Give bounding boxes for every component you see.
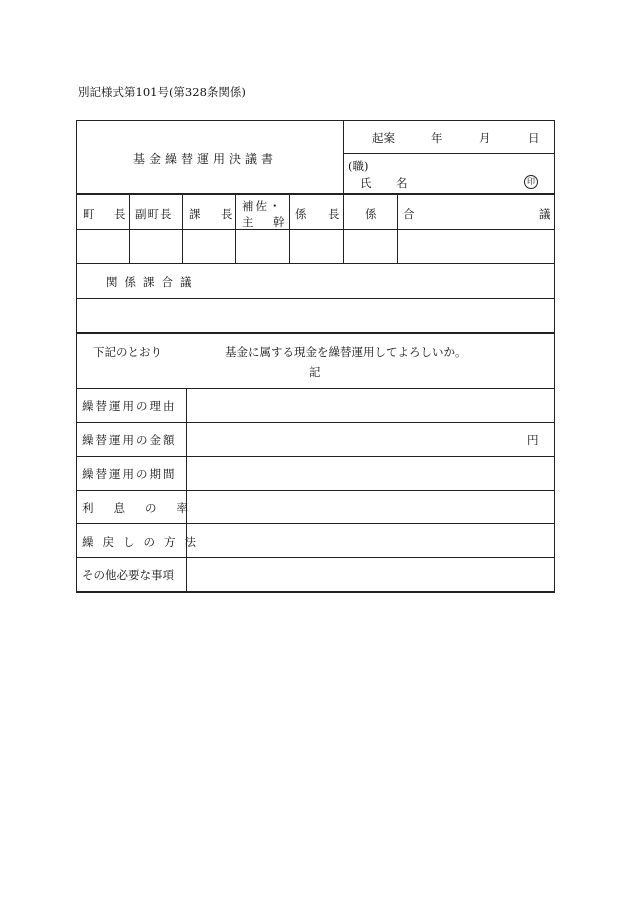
related-mid-line bbox=[76, 298, 555, 299]
approval-col-divider bbox=[182, 194, 183, 264]
approval-consultation-1: 合 bbox=[403, 207, 415, 221]
approval-col-divider bbox=[343, 194, 344, 264]
approval-assistant: 補佐・ bbox=[242, 199, 283, 213]
approval-consultation-2: 議 bbox=[539, 207, 551, 221]
border-top bbox=[76, 120, 555, 121]
year-label: 年 bbox=[431, 131, 443, 145]
month-label: 月 bbox=[479, 131, 491, 145]
header-divider bbox=[343, 120, 344, 194]
row-label-amount: 繰替運用の金額 bbox=[82, 433, 177, 447]
approval-col-divider bbox=[235, 194, 236, 264]
notice-lead: 下記のとおり bbox=[93, 345, 162, 359]
detail-row-line bbox=[76, 456, 555, 457]
related-sections-label: 関係課合議 bbox=[106, 275, 199, 289]
detail-row-line bbox=[76, 523, 555, 524]
form-title: 基金繰替運用決議書 bbox=[133, 152, 278, 166]
post-label: (職) bbox=[348, 159, 369, 173]
row-label-interest-rate: 利息の率 bbox=[82, 501, 208, 515]
approval-section-chief-2: 長 bbox=[221, 207, 233, 221]
notice-ki: 記 bbox=[309, 365, 321, 379]
approval-col-divider bbox=[289, 194, 290, 264]
approval-unit-chief-1: 係 bbox=[295, 207, 307, 221]
day-label: 日 bbox=[528, 131, 540, 145]
detail-row-line bbox=[76, 557, 555, 558]
notice-text: 基金に属する現金を繰替運用してよろしいか。 bbox=[225, 345, 467, 359]
approval-unit-chief-2: 長 bbox=[328, 207, 340, 221]
approval-col-divider bbox=[129, 194, 130, 264]
approval-mid-line bbox=[76, 229, 555, 230]
approval-section-chief-1: 課 bbox=[189, 207, 201, 221]
approval-top-line bbox=[76, 193, 555, 195]
notice-bottom-line bbox=[76, 388, 555, 389]
related-bottom-line bbox=[76, 332, 555, 334]
approval-chief-1: 主 bbox=[242, 215, 254, 229]
draft-divider bbox=[343, 153, 555, 154]
approval-bottom-line bbox=[76, 263, 555, 264]
row-label-repayment: 繰戻しの方法 bbox=[82, 535, 205, 549]
row-label-other: その他必要な事項 bbox=[82, 568, 174, 582]
approval-mayor-2: 長 bbox=[114, 207, 126, 221]
detail-row-line bbox=[76, 490, 555, 491]
detail-row-line bbox=[76, 422, 555, 423]
approval-mayor-1: 町 bbox=[83, 207, 95, 221]
approval-chief-2: 幹 bbox=[273, 215, 285, 229]
approval-staff: 係 bbox=[365, 207, 377, 221]
form-number-label: 別記様式第101号(第328条関係) bbox=[78, 85, 246, 99]
name-label-2: 名 bbox=[396, 176, 408, 190]
border-bottom bbox=[76, 591, 555, 593]
name-label-1: 氏 bbox=[360, 176, 372, 190]
decision-form bbox=[76, 120, 555, 593]
approval-deputy-mayor: 副町長 bbox=[135, 207, 173, 221]
row-label-reason: 繰替運用の理由 bbox=[82, 399, 177, 413]
row-value-amount-unit: 円 bbox=[527, 433, 539, 447]
seal-icon: 印 bbox=[524, 175, 538, 189]
draft-label: 起案 bbox=[372, 131, 395, 145]
row-label-period: 繰替運用の期間 bbox=[82, 467, 177, 481]
approval-col-divider bbox=[397, 194, 398, 264]
